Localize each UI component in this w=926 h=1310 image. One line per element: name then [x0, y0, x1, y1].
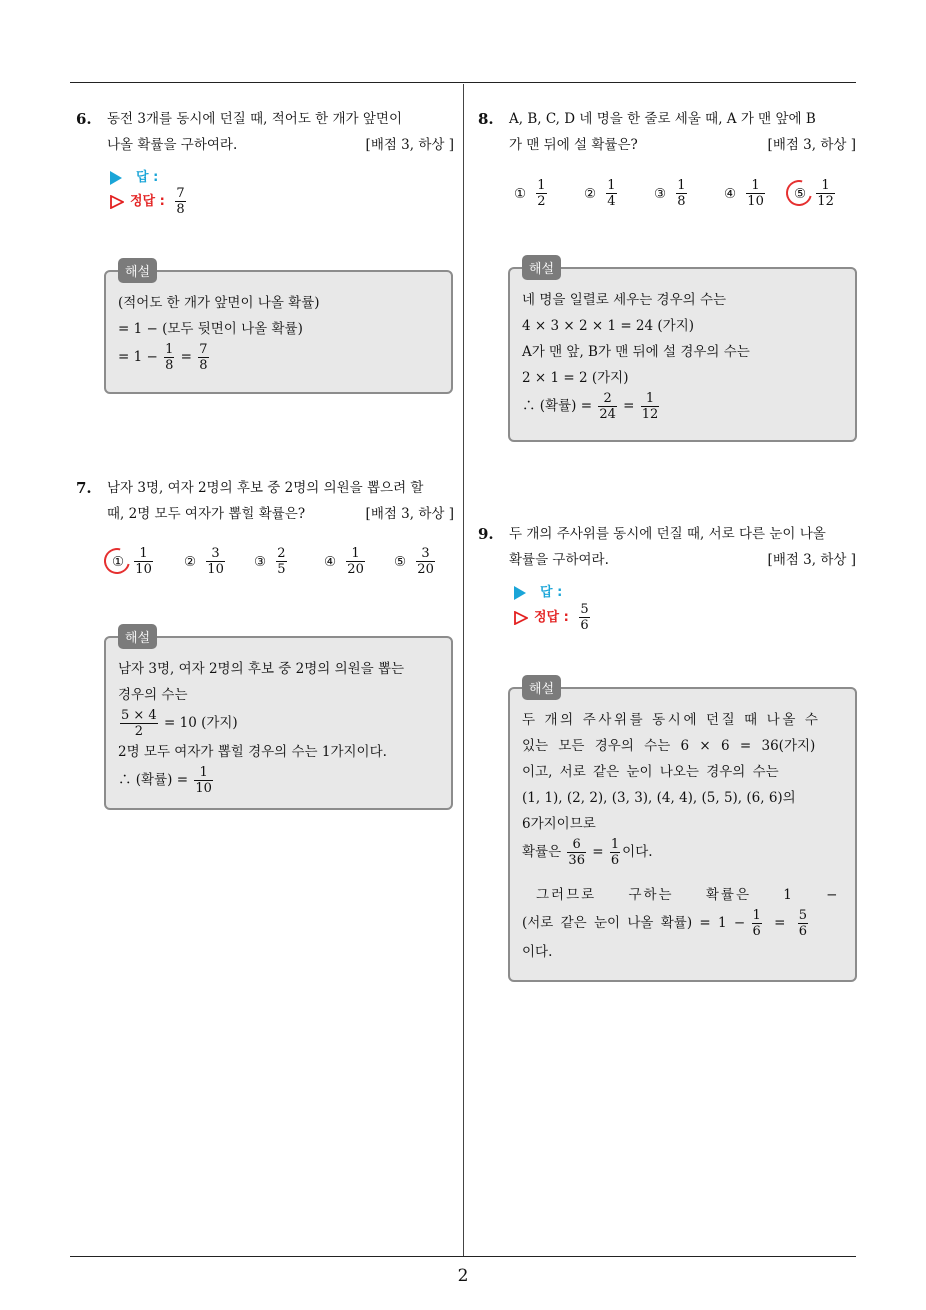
solution-body — [522, 707, 845, 965]
question-line: A, B, C, D 네 명을 한 줄로 세울 때, A 가 맨 앞에 B — [509, 111, 816, 127]
fraction: $\frac{5 \times 4}{2}$ — [121, 708, 157, 739]
solution-line: ∴ (확률) = $\frac{1}{10}$ — [118, 765, 212, 796]
solution-line: A가 맨 앞, B가 맨 뒤에 설 경우의 수는 — [522, 344, 750, 360]
correct-answer — [110, 186, 188, 217]
answer-field[interactable] — [514, 581, 562, 600]
solution-body — [118, 290, 441, 373]
solution-box — [104, 631, 453, 810]
fraction: $\frac{6}{36}$ — [568, 837, 585, 868]
solution-body — [522, 287, 845, 422]
choice-4[interactable]: ④ $\frac{1}{10}$ — [723, 178, 764, 209]
solution-tag: 해설 — [118, 624, 157, 649]
choice-1[interactable]: ① $\frac{1}{2}$ — [513, 178, 546, 209]
solution-line: $\frac{5 \times 4}{2}$ = 10 (가지) — [121, 708, 238, 739]
score-meta: [배점 3, 하상 ] — [365, 506, 454, 522]
solution-box — [104, 265, 453, 394]
question-line: 때, 2명 모두 여자가 뽑힐 확률은? — [107, 506, 306, 522]
solution-box — [508, 682, 857, 982]
column-divider — [463, 84, 464, 1256]
selected-circle-icon — [781, 175, 817, 211]
question-number: 9. — [478, 525, 494, 543]
question-7 — [76, 475, 458, 531]
solution-line: 남자 3명, 여자 2명의 후보 중 2명의 의원을 뽑는 — [118, 661, 405, 677]
solution-line: 두 개의 주사위를 동시에 던질 때 나올 수 — [522, 712, 821, 728]
score-meta: [배점 3, 하상 ] — [767, 552, 856, 568]
question-6 — [76, 106, 458, 162]
choice-list — [108, 546, 458, 586]
correct-label: 정답 : — [534, 610, 569, 625]
question-number: 7. — [76, 479, 92, 497]
choice-3[interactable]: ③ $\frac{2}{5}$ — [253, 546, 286, 577]
fraction: $\frac{1}{12}$ — [641, 391, 659, 422]
question-line: 확률을 구하여라. — [509, 552, 609, 568]
choice-5[interactable]: ⑤ $\frac{3}{20}$ — [393, 546, 434, 577]
fraction: $\frac{1}{8}$ — [677, 178, 686, 209]
solution-box — [508, 262, 857, 442]
solution-line: (1, 1), (2, 2), (3, 3), (4, 4), (5, 5), (6, 6)의 — [522, 790, 796, 806]
fraction: $\frac{2}{5}$ — [277, 546, 286, 577]
selected-circle-icon — [99, 543, 135, 579]
answer-field[interactable] — [110, 166, 158, 185]
solution-line: 2 × 1 = 2 (가지) — [522, 370, 629, 386]
score-meta: [배점 3, 하상 ] — [365, 137, 454, 153]
fraction: $\frac{1}{20}$ — [347, 546, 364, 577]
play-icon — [514, 586, 526, 600]
solution-line: = 1 − (모두 뒷면이 나올 확률) — [118, 321, 303, 337]
correct-fraction: $\frac{7}{8}$ — [176, 186, 185, 217]
outline-triangle-icon — [110, 195, 124, 209]
answer-label: 답 : — [540, 585, 563, 600]
choice-4[interactable]: ④ $\frac{1}{20}$ — [323, 546, 364, 577]
fraction: $\frac{3}{10}$ — [207, 546, 224, 577]
fraction: $\frac{1}{2}$ — [537, 178, 546, 209]
solution-body — [118, 656, 441, 796]
fraction: $\frac{1}{10}$ — [195, 765, 212, 796]
solution-line: 4 × 3 × 2 × 1 = 24 (가지) — [522, 318, 695, 334]
correct-fraction: $\frac{5}{6}$ — [580, 602, 589, 633]
play-icon — [110, 171, 122, 185]
question-line: 남자 3명, 여자 2명의 후보 중 2명의 의원을 뽑으려 할 — [107, 480, 424, 496]
choice-5[interactable]: ⑤ $\frac{1}{12}$ — [790, 178, 837, 209]
fraction: $\frac{5}{6}$ — [798, 908, 807, 939]
question-line: 나올 확률을 구하여라. — [107, 137, 238, 153]
solution-line: 확률은 $\frac{6}{36}$ = $\frac{1}{6}$ 이다. — [522, 837, 653, 868]
correct-answer — [514, 602, 592, 633]
outline-triangle-icon — [514, 611, 528, 625]
solution-tag: 해설 — [522, 255, 561, 280]
solution-line: 이고, 서로 같은 눈이 나오는 경우의 수는 — [522, 764, 779, 780]
solution-line: ∴ (확률) = $\frac{2}{24}$ = $\frac{1}{12}$ — [522, 391, 659, 422]
choice-1[interactable]: ① $\frac{1}{10}$ — [108, 546, 155, 577]
choice-3[interactable]: ③ $\frac{1}{8}$ — [653, 178, 686, 209]
solution-line: 6가지이므로 — [522, 816, 596, 832]
solution-line: 이다. — [522, 944, 553, 960]
question-line: 두 개의 주사위를 동시에 던질 때, 서로 다른 눈이 나올 — [509, 526, 826, 542]
fraction: $\frac{1}{12}$ — [817, 178, 834, 209]
fraction: $\frac{1}{6}$ — [752, 908, 761, 939]
top-rule — [70, 82, 856, 83]
score-meta: [배점 3, 하상 ] — [767, 137, 856, 153]
question-number: 6. — [76, 110, 92, 128]
choice-2[interactable]: ② $\frac{1}{4}$ — [583, 178, 616, 209]
question-9 — [478, 521, 860, 577]
solution-line: (서로 같은 눈이 나올 확률) = 1 − $\frac{1}{6}$ = $\frac{5}{6}$ — [522, 908, 807, 939]
question-8 — [478, 106, 860, 162]
fraction: $\frac{7}{8}$ — [199, 342, 208, 373]
fraction: $\frac{1}{4}$ — [607, 178, 616, 209]
solution-line: 있는 모든 경우의 수는 6 × 6 = 36(가지) — [522, 738, 816, 754]
solution-line: 네 명을 일렬로 세우는 경우의 수는 — [522, 292, 727, 308]
answer-label: 답 : — [136, 170, 159, 185]
fraction: $\frac{1}{6}$ — [610, 837, 620, 868]
solution-line: 2명 모두 여자가 뽑힐 경우의 수는 1가지이다. — [118, 744, 387, 760]
solution-tag: 해설 — [522, 675, 561, 700]
correct-label: 정답 : — [130, 194, 165, 209]
fraction: $\frac{1}{10}$ — [747, 178, 764, 209]
choice-2[interactable]: ② $\frac{3}{10}$ — [183, 546, 224, 577]
fraction: $\frac{3}{20}$ — [417, 546, 434, 577]
solution-tag: 해설 — [118, 258, 157, 283]
bottom-rule — [70, 1256, 856, 1257]
question-number: 8. — [478, 110, 494, 128]
fraction: $\frac{2}{24}$ — [599, 391, 616, 422]
fraction: $\frac{1}{8}$ — [165, 342, 174, 373]
solution-line: (적어도 한 개가 앞면이 나올 확률) — [118, 295, 320, 311]
solution-line: 그러므로 구하는 확률은 1 − — [536, 887, 840, 903]
solution-line: 경우의 수는 — [118, 687, 188, 703]
choice-list — [510, 178, 860, 218]
fraction: $\frac{1}{10}$ — [135, 546, 152, 577]
question-line: 가 맨 뒤에 설 확률은? — [509, 137, 638, 153]
page-number: 2 — [457, 1266, 469, 1286]
solution-line: = 1 − $\frac{1}{8}$ = $\frac{7}{8}$ — [118, 342, 208, 373]
question-line: 동전 3개를 동시에 던질 때, 적어도 한 개가 앞면이 — [107, 111, 402, 127]
